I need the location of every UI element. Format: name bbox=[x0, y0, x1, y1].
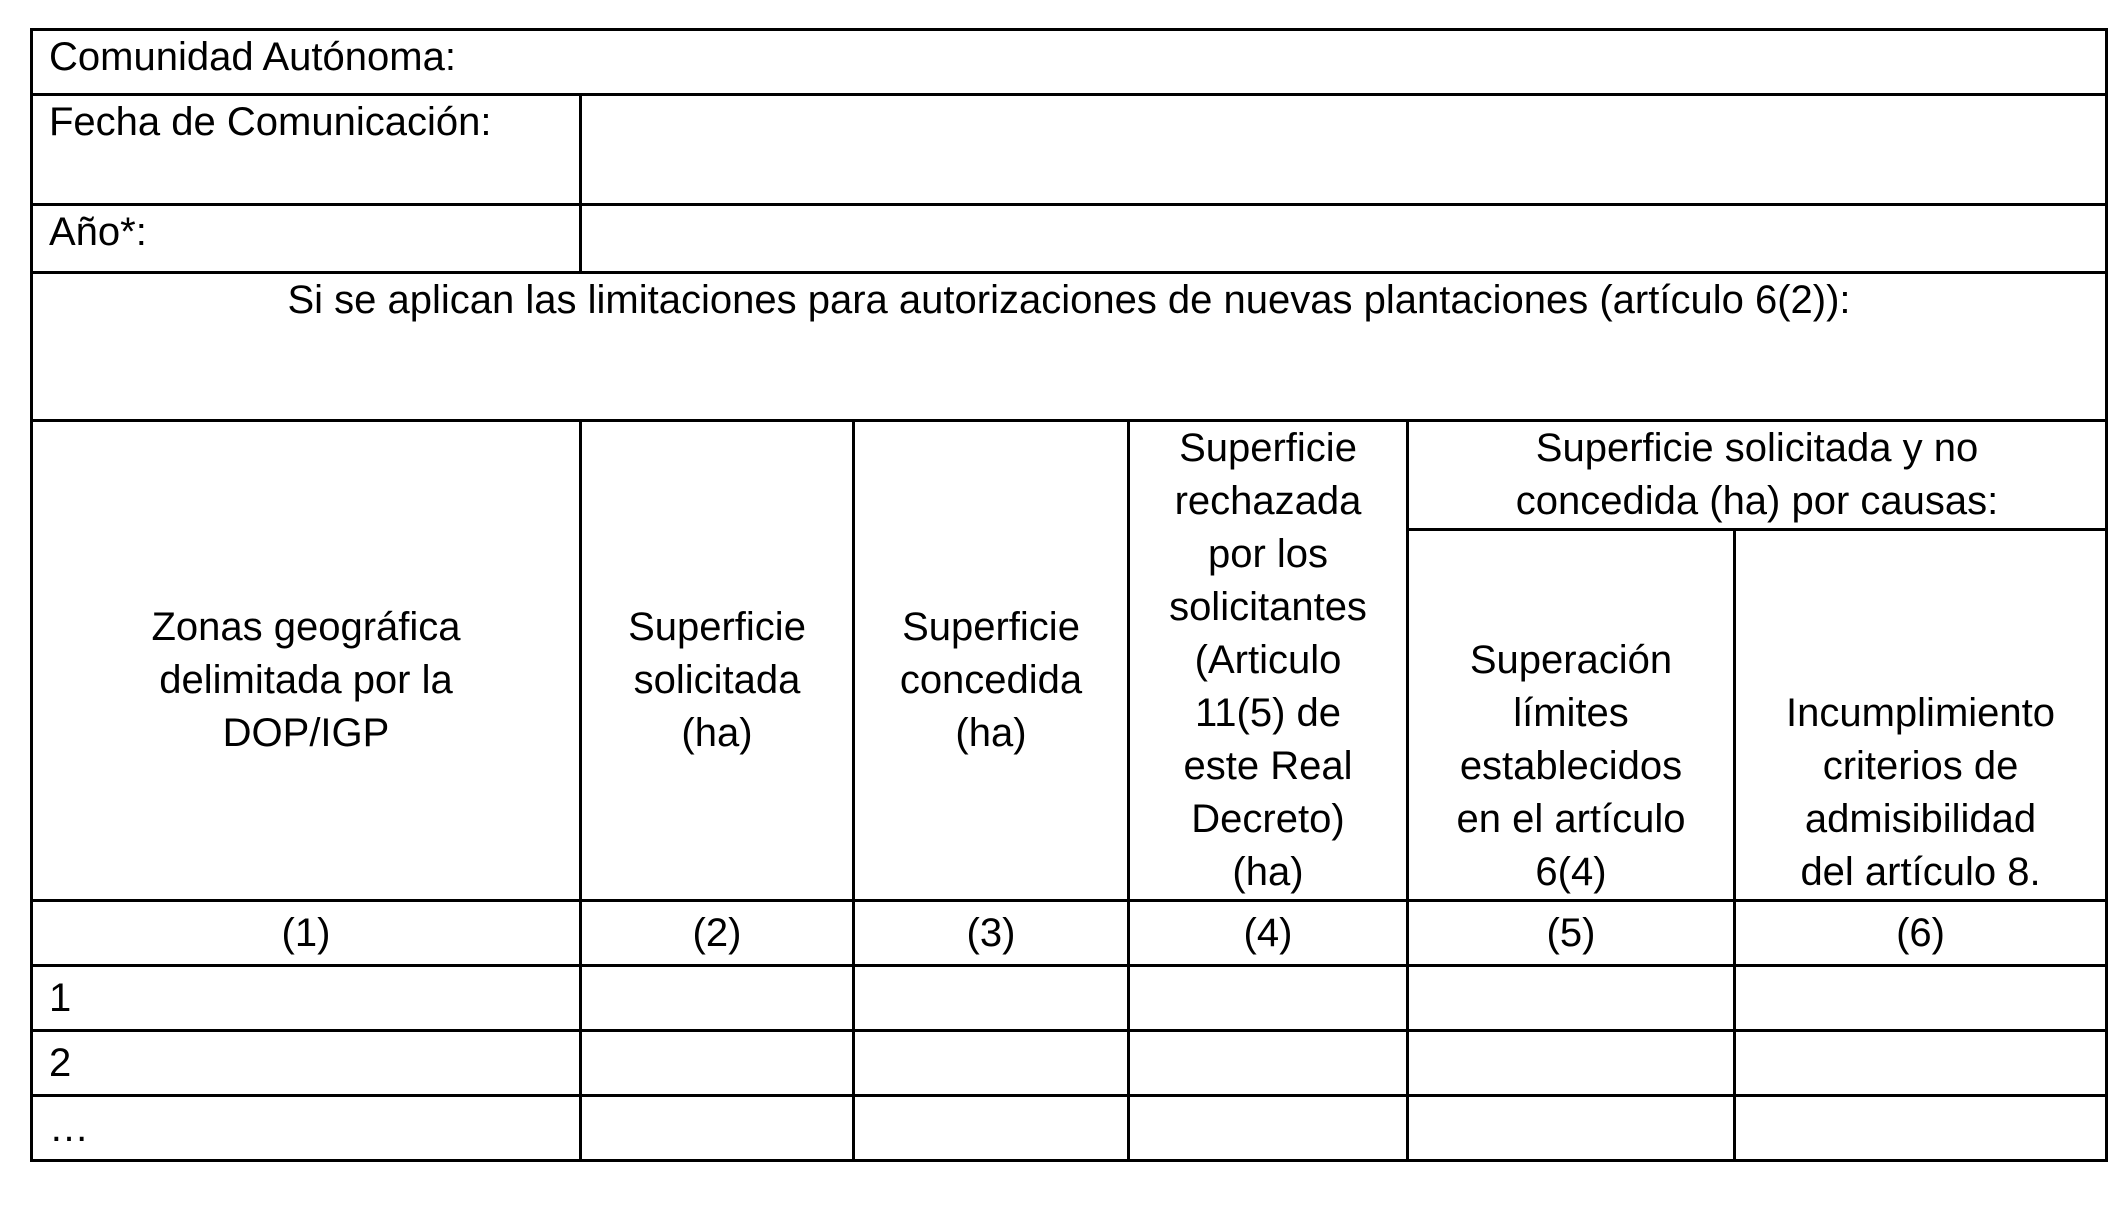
column-numbers-row bbox=[32, 901, 2107, 966]
comunidad-row bbox=[32, 30, 2107, 95]
row-index: 1 bbox=[32, 966, 581, 1031]
fecha-label: Fecha de Comunicación: bbox=[32, 95, 581, 205]
column-number: (5) bbox=[1408, 901, 1735, 966]
header-group-causas bbox=[1408, 421, 2107, 530]
header-solicitada-line: solicitada bbox=[633, 658, 801, 702]
header-concedida-line: Superficie bbox=[902, 605, 1080, 649]
fecha-value-field[interactable] bbox=[581, 95, 2107, 205]
header-zonas-line: DOP/IGP bbox=[222, 711, 390, 755]
plantaciones-form-table bbox=[30, 28, 2108, 1162]
header-incumplimiento bbox=[1735, 530, 2107, 901]
data-cell[interactable] bbox=[1408, 1096, 1735, 1161]
header-zonas bbox=[32, 421, 581, 901]
header-rechazada-line: este Real bbox=[1183, 744, 1353, 788]
data-cell[interactable] bbox=[1735, 1031, 2107, 1096]
anio-value-field[interactable] bbox=[581, 205, 2107, 273]
anio-row bbox=[32, 205, 2107, 273]
data-cell[interactable] bbox=[854, 1031, 1129, 1096]
data-cell[interactable] bbox=[1129, 966, 1408, 1031]
header-superficie-concedida bbox=[854, 421, 1129, 901]
header-superficie-solicitada bbox=[581, 421, 854, 901]
header-incumplimiento-line: criterios de bbox=[1822, 744, 2019, 788]
header-concedida-line: concedida bbox=[899, 658, 1083, 702]
header-concedida-line: (ha) bbox=[955, 711, 1027, 755]
header-row-top bbox=[32, 421, 2107, 530]
row-index: … bbox=[32, 1096, 581, 1161]
header-rechazada-line: 11(5) de bbox=[1194, 691, 1341, 735]
row-index: 2 bbox=[32, 1031, 581, 1096]
header-zonas-line: Zonas geográfica bbox=[151, 605, 461, 649]
data-cell[interactable] bbox=[1735, 966, 2107, 1031]
header-superacion-line: 6(4) bbox=[1535, 850, 1607, 894]
data-cell[interactable] bbox=[1129, 1031, 1408, 1096]
header-rechazada-line: Superficie bbox=[1179, 426, 1357, 470]
data-cell[interactable] bbox=[581, 966, 854, 1031]
header-superacion-line: establecidos bbox=[1459, 744, 1683, 788]
column-number: (4) bbox=[1129, 901, 1408, 966]
header-solicitada-line: (ha) bbox=[681, 711, 753, 755]
table-row bbox=[32, 966, 2107, 1031]
header-rechazada-line: rechazada bbox=[1174, 479, 1362, 523]
header-rechazada-line: por los bbox=[1207, 532, 1329, 576]
header-superacion-line: Superación bbox=[1469, 638, 1673, 682]
data-cell[interactable] bbox=[1408, 966, 1735, 1031]
data-cell[interactable] bbox=[581, 1096, 854, 1161]
data-cell[interactable] bbox=[1129, 1096, 1408, 1161]
header-superacion-limites bbox=[1408, 530, 1735, 901]
column-number: (3) bbox=[854, 901, 1129, 966]
limitaciones-text: Si se aplican las limitaciones para autorizaciones de nuevas plantaciones (artículo 6(2)): bbox=[32, 273, 2107, 421]
header-incumplimiento-line: del artículo 8. bbox=[1800, 850, 2041, 894]
header-superficie-rechazada bbox=[1129, 421, 1408, 901]
table-row bbox=[32, 1096, 2107, 1161]
column-number: (1) bbox=[32, 901, 581, 966]
data-cell[interactable] bbox=[581, 1031, 854, 1096]
data-cell[interactable] bbox=[1735, 1096, 2107, 1161]
table-row bbox=[32, 1031, 2107, 1096]
header-group-line: concedida (ha) por causas: bbox=[1515, 479, 1999, 523]
header-zonas-line: delimitada por la bbox=[159, 658, 453, 702]
column-number: (2) bbox=[581, 901, 854, 966]
comunidad-label: Comunidad Autónoma: bbox=[32, 30, 2107, 95]
column-number: (6) bbox=[1735, 901, 2107, 966]
header-superacion-line: en el artículo bbox=[1456, 797, 1686, 841]
header-rechazada-line: Decreto) bbox=[1191, 797, 1345, 841]
limitaciones-row bbox=[32, 273, 2107, 421]
header-incumplimiento-line: admisibilidad bbox=[1804, 797, 2037, 841]
anio-label: Año*: bbox=[32, 205, 581, 273]
header-group-line: Superficie solicitada y no bbox=[1535, 426, 1979, 470]
header-rechazada-line: (ha) bbox=[1232, 850, 1304, 894]
header-solicitada-line: Superficie bbox=[628, 605, 806, 649]
data-cell[interactable] bbox=[854, 1096, 1129, 1161]
data-cell[interactable] bbox=[854, 966, 1129, 1031]
fecha-row bbox=[32, 95, 2107, 205]
header-rechazada-line: (Articulo bbox=[1194, 638, 1342, 682]
header-incumplimiento-line: Incumplimiento bbox=[1786, 691, 2056, 735]
header-rechazada-line: solicitantes bbox=[1169, 585, 1367, 629]
data-cell[interactable] bbox=[1408, 1031, 1735, 1096]
header-superacion-line: límites bbox=[1513, 691, 1629, 735]
